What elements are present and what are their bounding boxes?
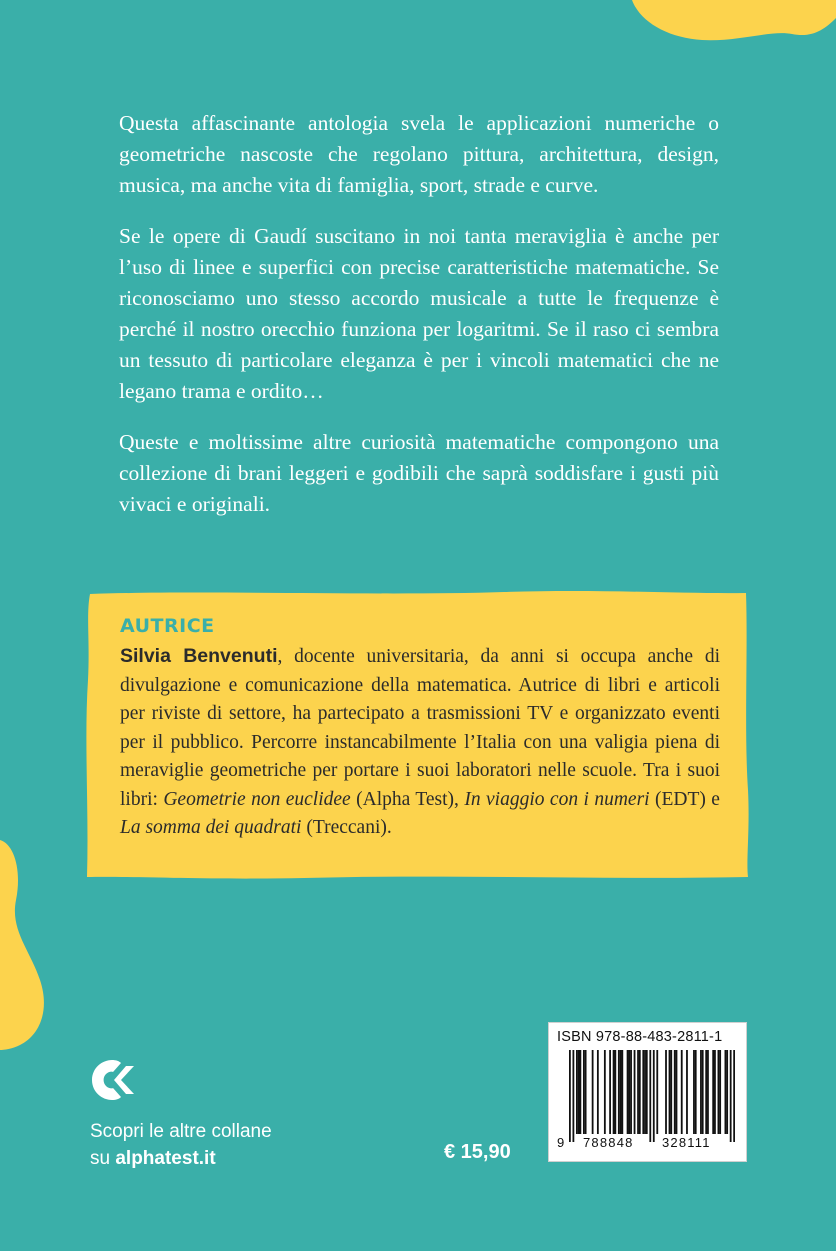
barcode-bar (646, 1050, 648, 1134)
barcode-bar (700, 1050, 702, 1134)
blurb-paragraph: Queste e moltissime altre curiosità matematiche compongono una collezione di brani leggeri e godibili che saprà soddisfare i gusti più vivaci e originali. (119, 430, 719, 516)
barcode-bar (639, 1050, 641, 1134)
author-box (84, 590, 750, 880)
top-right-blob (620, 0, 836, 70)
barcode-bar (649, 1050, 651, 1142)
author-heading: AUTRICE (120, 615, 215, 637)
barcode-bar (597, 1050, 599, 1134)
barcode-bar (620, 1050, 622, 1134)
barcode-bar (656, 1050, 658, 1134)
barcode-bars (569, 1050, 735, 1142)
barcode-bar (630, 1050, 632, 1134)
barcode-bar (579, 1050, 581, 1134)
barcode-digit-first: 9 (557, 1135, 566, 1150)
barcode-bar (730, 1050, 732, 1142)
barcode-bar (627, 1050, 629, 1134)
barcode-bar (670, 1050, 672, 1134)
isbn-barcode (548, 1022, 747, 1162)
barcode-bar (653, 1050, 655, 1142)
barcode-bar (669, 1050, 671, 1134)
barcode-bar (674, 1050, 676, 1134)
barcode-bar (644, 1050, 646, 1134)
author-name: Silvia Benvenuti (120, 645, 278, 667)
barcode-bar (578, 1050, 580, 1134)
barcode-bar (618, 1050, 620, 1134)
barcode-bar (613, 1050, 615, 1134)
barcode-bar (733, 1050, 735, 1142)
barcode-bar (637, 1050, 639, 1134)
barcode-bar (676, 1050, 678, 1134)
barcode-bar (585, 1050, 587, 1134)
barcode-bar (642, 1050, 644, 1134)
barcode-bar (726, 1050, 728, 1134)
barcode-bar (725, 1050, 727, 1134)
barcode-bar (621, 1050, 623, 1134)
barcode-bar (583, 1050, 585, 1134)
barcode-bar (693, 1050, 695, 1134)
barcode-bar (569, 1050, 571, 1142)
price: € 15,90 (444, 1141, 511, 1163)
barcode-bar (681, 1050, 683, 1134)
barcode-bar (707, 1050, 709, 1134)
tagline-line (90, 1145, 272, 1172)
barcode-bar (702, 1050, 704, 1134)
barcode-bar (695, 1050, 697, 1134)
book-title: Geometrie non euclidee (163, 788, 351, 810)
barcode-bar (665, 1050, 667, 1134)
barcode-bar (714, 1050, 716, 1134)
publisher-tagline (90, 1118, 272, 1172)
barcode-bar (634, 1050, 636, 1134)
barcode-bar (614, 1050, 616, 1134)
barcode-bar (705, 1050, 707, 1134)
publisher-note: (Treccani). (301, 817, 392, 838)
alpha-test-logo-icon (90, 1058, 134, 1102)
publisher-note: (Alpha Test), (350, 788, 465, 810)
author-bio-text: , docente universitaria, da anni si occupa anche di divulgazione e comunicazione della matematica. Autrice di libri e articoli per riviste di settore, ha partecipato a trasmissioni TV e organizzato eventi per il pubblico. Percorre instancabilmente l’Italia con una valigia piena di meraviglie geometriche per portare i suoi laboratori nelle scuole. Tra i suoi libri: (120, 646, 720, 810)
barcode-bar (576, 1050, 578, 1134)
barcode-bar (572, 1050, 574, 1142)
left-blob (0, 830, 60, 1050)
isbn-label: ISBN 978-88-483-2811-1 (557, 1029, 723, 1045)
book-title: La somma dei quadrati (120, 817, 302, 838)
blurb-paragraph: Questa affascinante antologia svela le applicazioni numeriche o geometriche nascoste che regolano pittura, architettura, design, musica, ma anche vita di famiglia, sport, strade e curve. (119, 111, 719, 197)
barcode-bar (604, 1050, 606, 1134)
barcode-bar (718, 1050, 720, 1134)
tagline-line: Scopri le altre collane (90, 1121, 272, 1142)
barcode-bar (592, 1050, 594, 1134)
barcode-bar (712, 1050, 714, 1134)
book-title: In viaggio con i numeri (464, 788, 650, 810)
barcode-bar (686, 1050, 688, 1134)
publisher-note: (EDT) e (649, 788, 720, 810)
back-cover-blurb (119, 108, 719, 540)
tagline-prefix: su (90, 1148, 116, 1169)
barcode-bar (719, 1050, 721, 1134)
barcode-bar (628, 1050, 630, 1134)
author-bio (120, 642, 720, 843)
barcode-digits-right: 328111 (662, 1135, 711, 1150)
barcode-digits-left: 788848 (583, 1135, 634, 1150)
barcode-bar (609, 1050, 611, 1134)
publisher-website-link[interactable]: alphatest.it (115, 1148, 216, 1169)
blurb-paragraph: Se le opere di Gaudí suscitano in noi tanta meraviglia è anche per l’uso di linee e superfici con precise caratteristiche matematiche. Se riconosciamo uno stesso accordo musicale a tutte le frequenze è perché il nostro orecchio funziona per logaritmi. Se il raso ci sembra un tessuto di particolare eleganza è per i vincoli matematici che ne legano trama e ordito… (119, 224, 719, 403)
